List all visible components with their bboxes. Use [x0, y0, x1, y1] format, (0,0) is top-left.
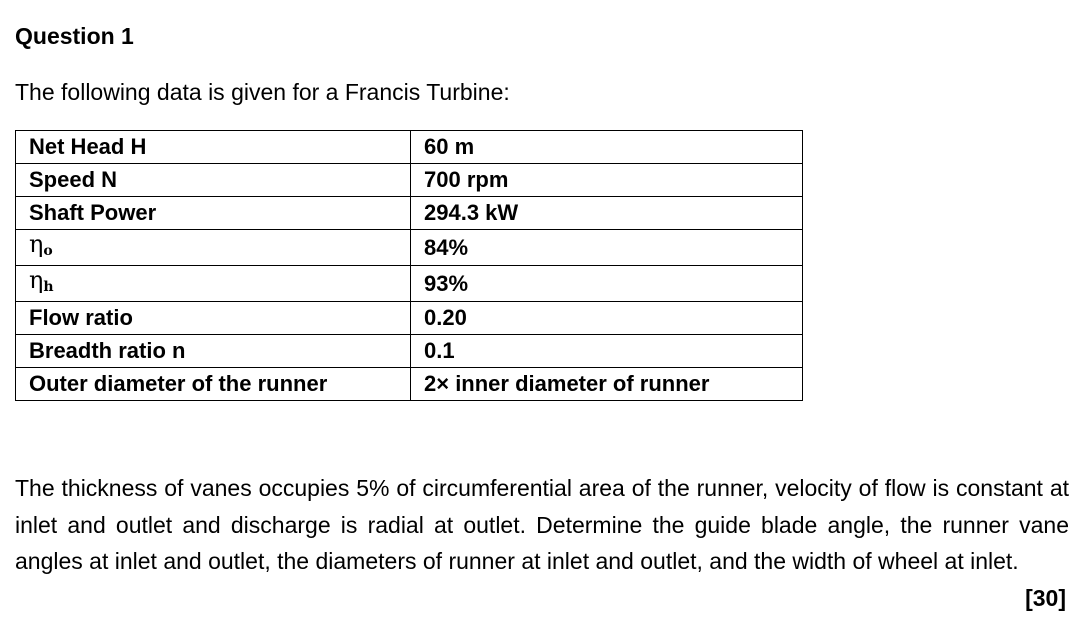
- row-label: Net Head H: [16, 131, 411, 164]
- table-row: [16, 230, 803, 266]
- table-row: [16, 131, 803, 164]
- row-value: 700 rpm: [411, 164, 803, 197]
- row-value: 0.20: [411, 302, 803, 335]
- row-value: 294.3 kW: [411, 197, 803, 230]
- row-label: Flow ratio: [16, 302, 411, 335]
- row-value: 0.1: [411, 335, 803, 368]
- row-value: 60 m: [411, 131, 803, 164]
- row-value: 2× inner diameter of runner: [411, 368, 803, 401]
- eta-symbol: η: [29, 230, 44, 258]
- table-row: [16, 335, 803, 368]
- table-row: [16, 302, 803, 335]
- row-value: 93%: [411, 266, 803, 302]
- table-row: [16, 197, 803, 230]
- eta-subscript: h: [43, 279, 54, 295]
- table-row: [16, 266, 803, 302]
- row-value: 84%: [411, 230, 803, 266]
- turbine-data-table: [15, 130, 803, 401]
- problem-statement: The thickness of vanes occupies 5% of circumferential area of the runner, velocity of flow is constant at inlet and outlet and discharge is radial at outlet. Determine the guide blade angle, the runner vane angles at inlet and outlet, the diameters of runner at inlet and outlet, and the width of wheel at inlet.: [15, 475, 1069, 574]
- row-label: Speed N: [16, 164, 411, 197]
- marks-label: [30]: [1025, 585, 1066, 611]
- eta-symbol: η: [29, 266, 44, 294]
- eta-subscript: o: [43, 243, 53, 259]
- question-title: Question 1: [15, 23, 134, 49]
- row-label: Shaft Power: [16, 197, 411, 230]
- row-label: Breadth ratio n: [16, 335, 411, 368]
- question-intro: The following data is given for a Francis Turbine:: [15, 79, 510, 105]
- row-label-eta-hydraulic: [16, 266, 411, 302]
- row-label: Outer diameter of the runner: [16, 368, 411, 401]
- row-label-eta-overall: [16, 230, 411, 266]
- table-row: [16, 164, 803, 197]
- table-row: [16, 368, 803, 401]
